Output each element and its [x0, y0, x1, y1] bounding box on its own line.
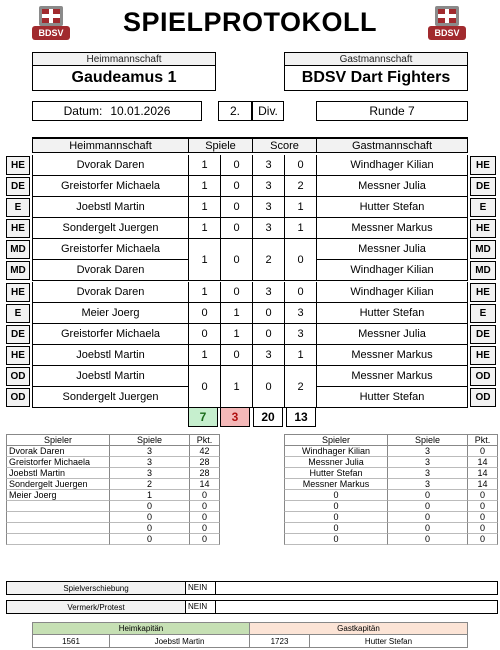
- match-code-away: E: [470, 198, 496, 217]
- stats-player-name: [6, 512, 110, 523]
- match-away-player[interactable]: Hutter Stefan: [316, 303, 468, 324]
- stats-header-player: Spieler: [284, 434, 388, 446]
- away-stats-header-row: [284, 434, 498, 446]
- stats-player-games: 0: [110, 534, 190, 545]
- match-code-home: DE: [6, 177, 30, 196]
- away-captain-label: Gastkapitän: [250, 622, 468, 635]
- stats-player-name: 0: [284, 490, 388, 501]
- match-code-away: E: [470, 304, 496, 323]
- match-games-away[interactable]: 0: [220, 176, 252, 197]
- stats-player-name: Joebstl Martin: [6, 468, 110, 479]
- stats-player-games: 1: [110, 490, 190, 501]
- home-stats-header-row: [6, 434, 220, 446]
- match-away-player[interactable]: Windhager Kilian: [316, 260, 468, 281]
- stats-player-name: [6, 534, 110, 545]
- match-home-player[interactable]: Joebstl Martin: [32, 197, 188, 218]
- match-score-home[interactable]: 0: [252, 324, 284, 345]
- match-code-home: HE: [6, 283, 30, 302]
- match-home-player[interactable]: Joebstl Martin: [32, 345, 188, 366]
- match-code-home: E: [6, 304, 30, 323]
- home-team-label: Heimmannschaft: [32, 52, 216, 66]
- stats-player-games: 0: [388, 501, 468, 512]
- home-captain-number[interactable]: 1561: [32, 635, 110, 648]
- match-row: [0, 366, 500, 393]
- total-score-home: 20: [253, 407, 283, 427]
- match-row: [0, 303, 500, 324]
- match-home-player[interactable]: Dvorak Daren: [32, 155, 188, 176]
- match-code-away: HE: [470, 156, 496, 175]
- bdsv-logo-right: [426, 4, 468, 42]
- match-score-home[interactable]: 3: [252, 155, 284, 176]
- stats-player-name: Windhager Kilian: [284, 446, 388, 457]
- away-captain-number[interactable]: 1723: [250, 635, 310, 648]
- match-row: [0, 345, 500, 366]
- stats-player-name: Hutter Stefan: [284, 468, 388, 479]
- match-home-player[interactable]: Greistorfer Michaela: [32, 176, 188, 197]
- stats-player-games: 3: [110, 468, 190, 479]
- division-number[interactable]: 2.: [218, 101, 252, 121]
- stats-row: [6, 534, 220, 545]
- match-games-home[interactable]: 1: [188, 282, 220, 303]
- stats-player-name: Dvorak Daren: [6, 446, 110, 457]
- away-stats-rows: [284, 446, 498, 545]
- stats-row: [284, 457, 498, 468]
- match-home-player[interactable]: Greistorfer Michaela: [32, 239, 188, 260]
- match-row: [0, 197, 500, 218]
- stats-player-games: 0: [110, 501, 190, 512]
- match-away-player[interactable]: Hutter Stefan: [316, 197, 468, 218]
- match-away-player[interactable]: Messner Markus: [316, 345, 468, 366]
- stats-row: [284, 523, 498, 534]
- stats-row: [284, 446, 498, 457]
- match-score-home[interactable]: 3: [252, 176, 284, 197]
- match-away-player[interactable]: Messner Markus: [316, 366, 468, 387]
- home-captain-name[interactable]: Joebstl Martin: [110, 635, 250, 648]
- stats-row: [6, 457, 220, 468]
- match-row: [0, 260, 500, 281]
- away-captain-name[interactable]: Hutter Stefan: [310, 635, 468, 648]
- stats-player-games: 3: [388, 446, 468, 457]
- stats-row: [284, 490, 498, 501]
- match-row: [0, 239, 500, 266]
- total-score-away: 13: [286, 407, 316, 427]
- match-code-home: E: [6, 198, 30, 217]
- stats-player-games: 3: [110, 457, 190, 468]
- stats-player-points: 14: [190, 479, 220, 490]
- stats-player-points: 0: [468, 512, 498, 523]
- match-games-home[interactable]: 1: [188, 155, 220, 176]
- stats-header-points: Pkt.: [190, 434, 220, 446]
- match-away-player[interactable]: Windhager Kilian: [316, 282, 468, 303]
- match-code-home: HE: [6, 346, 30, 365]
- match-score-away[interactable]: 2: [284, 366, 316, 408]
- match-away-player[interactable]: Messner Julia: [316, 239, 468, 260]
- page-title: SPIELPROTOKOLL: [122, 6, 378, 37]
- stats-player-points: 42: [190, 446, 220, 457]
- stats-player-games: 0: [110, 512, 190, 523]
- match-code-home: MD: [6, 240, 30, 259]
- stats-player-points: 0: [468, 501, 498, 512]
- match-away-player[interactable]: Messner Julia: [316, 324, 468, 345]
- col-header-home: Heimmannschaft: [32, 137, 188, 153]
- stats-player-name: 0: [284, 501, 388, 512]
- stats-player-name: Messner Markus: [284, 479, 388, 490]
- stats-row: [6, 523, 220, 534]
- stats-row: [284, 512, 498, 523]
- date-value: 10.01.2026: [110, 104, 171, 118]
- protest-label: Vermerk/Protest: [6, 600, 186, 614]
- match-games-away[interactable]: 1: [220, 324, 252, 345]
- stats-header-games: Spiele: [110, 434, 190, 446]
- match-games-away[interactable]: 0: [220, 197, 252, 218]
- match-games-away[interactable]: 0: [220, 155, 252, 176]
- match-score-away[interactable]: 0: [284, 239, 316, 281]
- stats-player-points: 0: [190, 534, 220, 545]
- match-games-home[interactable]: 0: [188, 303, 220, 324]
- stats-header-games: Spiele: [388, 434, 468, 446]
- match-code-away: OD: [470, 367, 496, 386]
- stats-player-points: 0: [468, 523, 498, 534]
- stats-player-points: 28: [190, 457, 220, 468]
- match-score-away[interactable]: 2: [284, 176, 316, 197]
- stats-player-name: Messner Julia: [284, 457, 388, 468]
- away-team-label: Gastmannschaft: [284, 52, 468, 66]
- stats-player-games: 0: [388, 512, 468, 523]
- match-away-player[interactable]: Windhager Kilian: [316, 155, 468, 176]
- stats-row: [6, 468, 220, 479]
- stats-player-points: 14: [468, 457, 498, 468]
- stats-player-games: 0: [110, 523, 190, 534]
- home-captain-label: Heimkapitän: [32, 622, 250, 635]
- match-code-away: MD: [470, 240, 496, 259]
- match-away-player[interactable]: Messner Markus: [316, 218, 468, 239]
- match-games-home[interactable]: 1: [188, 176, 220, 197]
- stats-player-games: 0: [388, 523, 468, 534]
- stats-header-player: Spieler: [6, 434, 110, 446]
- home-team-name[interactable]: Gaudeamus 1: [32, 65, 216, 91]
- postponement-row: [6, 581, 498, 595]
- match-home-player[interactable]: Sondergelt Juergen: [32, 387, 188, 408]
- stats-player-points: 14: [468, 479, 498, 490]
- stats-player-games: 3: [388, 479, 468, 490]
- match-games-home[interactable]: 0: [188, 366, 220, 408]
- match-score-home[interactable]: 3: [252, 218, 284, 239]
- protest-note[interactable]: [216, 600, 498, 614]
- match-code-home: DE: [6, 325, 30, 344]
- stats-player-games: 3: [110, 446, 190, 457]
- away-team-name[interactable]: BDSV Dart Fighters: [284, 65, 468, 91]
- stats-player-games: 0: [388, 534, 468, 545]
- match-score-away[interactable]: 0: [284, 155, 316, 176]
- col-header-score: Score: [252, 137, 316, 153]
- date-field[interactable]: [32, 101, 202, 121]
- match-score-home[interactable]: 0: [252, 303, 284, 324]
- captains-block: [32, 622, 468, 648]
- match-home-player[interactable]: Greistorfer Michaela: [32, 324, 188, 345]
- stats-row: [6, 490, 220, 501]
- stats-player-points: 0: [190, 523, 220, 534]
- stats-row: [6, 501, 220, 512]
- match-code-away: OD: [470, 388, 496, 407]
- home-stats-rows: [6, 446, 220, 545]
- stats-player-games: 0: [388, 490, 468, 501]
- match-home-player[interactable]: Dvorak Daren: [32, 260, 188, 281]
- stats-player-name: 0: [284, 523, 388, 534]
- match-code-home: MD: [6, 261, 30, 280]
- match-away-player[interactable]: Hutter Stefan: [316, 387, 468, 408]
- logo-text: BDSV: [434, 28, 460, 38]
- col-header-away: Gastmannschaft: [316, 137, 468, 153]
- stats-player-points: 14: [468, 468, 498, 479]
- round-field[interactable]: Runde 7: [316, 101, 468, 121]
- stats-player-points: 28: [190, 468, 220, 479]
- match-games-home[interactable]: 0: [188, 324, 220, 345]
- match-code-away: HE: [470, 346, 496, 365]
- away-player-stats: [284, 434, 498, 545]
- match-score-home[interactable]: 3: [252, 282, 284, 303]
- match-row: [0, 218, 500, 239]
- match-code-away: DE: [470, 177, 496, 196]
- match-code-home: OD: [6, 388, 30, 407]
- match-games-home[interactable]: 1: [188, 345, 220, 366]
- stats-row: [6, 512, 220, 523]
- match-score-home[interactable]: 2: [252, 239, 284, 281]
- stats-player-name: 0: [284, 534, 388, 545]
- stats-player-points: 0: [468, 534, 498, 545]
- match-code-away: HE: [470, 283, 496, 302]
- stats-player-points: 0: [468, 446, 498, 457]
- postponement-value[interactable]: NEIN: [186, 581, 216, 595]
- match-home-player[interactable]: Sondergelt Juergen: [32, 218, 188, 239]
- postponement-label: Spielverschiebung: [6, 581, 186, 595]
- col-header-games: Spiele: [188, 137, 252, 153]
- match-score-away[interactable]: 3: [284, 324, 316, 345]
- division-label: Div.: [252, 101, 284, 121]
- match-code-away: HE: [470, 219, 496, 238]
- match-code-away: MD: [470, 261, 496, 280]
- stats-player-name: [6, 501, 110, 512]
- stats-player-points: 0: [190, 501, 220, 512]
- stats-row: [6, 446, 220, 457]
- match-home-player[interactable]: Dvorak Daren: [32, 282, 188, 303]
- match-games-away[interactable]: 1: [220, 303, 252, 324]
- match-home-player[interactable]: Joebstl Martin: [32, 366, 188, 387]
- stats-row: [284, 468, 498, 479]
- match-table: [0, 137, 500, 405]
- match-games-away[interactable]: 0: [220, 282, 252, 303]
- stats-player-points: 0: [190, 490, 220, 501]
- stats-player-points: 0: [190, 512, 220, 523]
- match-row: [0, 282, 500, 303]
- match-score-away[interactable]: 3: [284, 303, 316, 324]
- match-score-away[interactable]: 1: [284, 197, 316, 218]
- match-games-away[interactable]: 1: [220, 366, 252, 408]
- stats-player-name: 0: [284, 512, 388, 523]
- stats-player-points: 0: [468, 490, 498, 501]
- stats-row: [6, 479, 220, 490]
- total-games-home: 7: [188, 407, 218, 427]
- home-player-stats: [6, 434, 220, 545]
- protest-row: [6, 600, 498, 614]
- match-games-home[interactable]: 1: [188, 197, 220, 218]
- match-games-away[interactable]: 0: [220, 218, 252, 239]
- match-row: [0, 387, 500, 408]
- match-away-player[interactable]: Messner Julia: [316, 176, 468, 197]
- date-label: Datum:: [63, 104, 103, 118]
- match-code-home: HE: [6, 219, 30, 238]
- match-games-home[interactable]: 1: [188, 239, 220, 281]
- match-score-home[interactable]: 3: [252, 197, 284, 218]
- stats-player-name: Sondergelt Juergen: [6, 479, 110, 490]
- match-score-away[interactable]: 1: [284, 345, 316, 366]
- stats-player-name: [6, 523, 110, 534]
- stats-player-games: 2: [110, 479, 190, 490]
- stats-player-games: 3: [388, 457, 468, 468]
- match-score-home[interactable]: 3: [252, 345, 284, 366]
- stats-player-name: Meier Joerg: [6, 490, 110, 501]
- match-row: [0, 176, 500, 197]
- stats-row: [284, 534, 498, 545]
- stats-row: [284, 479, 498, 490]
- match-score-away[interactable]: 0: [284, 282, 316, 303]
- stats-row: [284, 501, 498, 512]
- match-row: [0, 155, 500, 176]
- match-code-home: HE: [6, 156, 30, 175]
- protest-value[interactable]: NEIN: [186, 600, 216, 614]
- postponement-note[interactable]: [216, 581, 498, 595]
- match-score-home[interactable]: 0: [252, 366, 284, 408]
- match-home-player[interactable]: Meier Joerg: [32, 303, 188, 324]
- match-score-away[interactable]: 1: [284, 218, 316, 239]
- total-games-away: 3: [220, 407, 250, 427]
- match-row: [0, 324, 500, 345]
- match-games-home[interactable]: 1: [188, 218, 220, 239]
- stats-player-name: Greistorfer Michaela: [6, 457, 110, 468]
- match-games-away[interactable]: 0: [220, 345, 252, 366]
- stats-header-points: Pkt.: [468, 434, 498, 446]
- logo-text: BDSV: [38, 28, 64, 38]
- match-code-home: OD: [6, 367, 30, 386]
- match-code-away: DE: [470, 325, 496, 344]
- match-games-away[interactable]: 0: [220, 239, 252, 281]
- stats-player-games: 3: [388, 468, 468, 479]
